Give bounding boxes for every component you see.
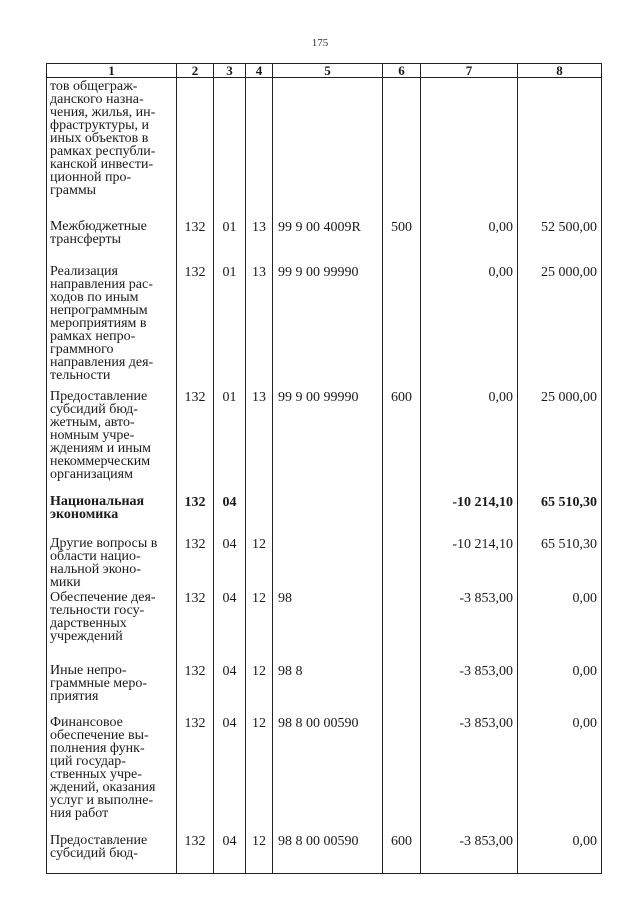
expense-type: 500 (383, 218, 421, 263)
section-code: 04 (214, 714, 246, 832)
table-row (47, 388, 602, 493)
section-code: 01 (214, 263, 246, 388)
amount-change: 0,00 (421, 388, 518, 493)
table-body (47, 78, 602, 874)
page-number: 175 (311, 37, 329, 49)
section-code: 04 (214, 589, 246, 662)
expense-type (383, 714, 421, 832)
subsection-code: 12 (246, 662, 273, 714)
admin-code: 132 (177, 218, 214, 263)
section-code (214, 78, 246, 218)
subsection-code (246, 78, 273, 218)
section-code: 04 (214, 832, 246, 874)
table-row (47, 78, 602, 218)
subsection-code: 12 (246, 832, 273, 874)
amount-change: -3 853,00 (421, 832, 518, 874)
target-article: 98 (273, 589, 383, 662)
column-header-8: 8 (518, 64, 602, 78)
amount-change: 0,00 (421, 263, 518, 388)
section-code: 04 (214, 535, 246, 589)
row-description: Обеспечение дея- тельности госу- дарственных учреждений (47, 589, 177, 662)
admin-code (177, 78, 214, 218)
row-description: Предоставление субсидий бюд- жетным, авто- номным учре- ждениям и иным некоммерческим организациям (47, 388, 177, 493)
section-code: 04 (214, 662, 246, 714)
target-article: 99 9 00 99990 (273, 388, 383, 493)
subsection-code: 13 (246, 263, 273, 388)
header-row (47, 64, 602, 78)
column-header-4: 4 (246, 64, 273, 78)
table-row (47, 714, 602, 832)
row-description: Межбюджетные трансферты (47, 218, 177, 263)
table-row (47, 662, 602, 714)
target-article (273, 535, 383, 589)
column-header-1: 1 (47, 64, 177, 78)
row-description: Другие вопросы в области нацио- нальной эконо- мики (47, 535, 177, 589)
admin-code: 132 (177, 662, 214, 714)
column-header-5: 5 (273, 64, 383, 78)
amount-change: -3 853,00 (421, 589, 518, 662)
amount-change (421, 78, 518, 218)
amount-change: -10 214,10 (421, 493, 518, 535)
column-header-7: 7 (421, 64, 518, 78)
table-row (47, 589, 602, 662)
amount-change: -3 853,00 (421, 714, 518, 832)
expense-type (383, 589, 421, 662)
subsection-code: 12 (246, 535, 273, 589)
subsection-code: 13 (246, 388, 273, 493)
table-row (47, 263, 602, 388)
row-description: тов общеграж- данского назна- чения, жилья, ин- фраструктуры, и иных объектов в рамках республи- канской инвести- ционной про- граммы (47, 78, 177, 218)
expense-type (383, 263, 421, 388)
amount-total (518, 78, 602, 218)
table-row (47, 218, 602, 263)
row-description: Национальная экономика (47, 493, 177, 535)
row-description: Реализация направления рас- ходов по иным непрограммным мероприятиям в рамках непро- граммного направления дея- тельности (47, 263, 177, 388)
target-article: 99 9 00 4009R (273, 218, 383, 263)
subsection-code: 13 (246, 218, 273, 263)
section-code: 04 (214, 493, 246, 535)
target-article: 98 8 (273, 662, 383, 714)
expense-type (383, 78, 421, 218)
amount-total: 0,00 (518, 714, 602, 832)
row-description: Иные непро- граммные меро- приятия (47, 662, 177, 714)
column-header-2: 2 (177, 64, 214, 78)
admin-code: 132 (177, 832, 214, 874)
amount-total: 65 510,30 (518, 493, 602, 535)
amount-change: -10 214,10 (421, 535, 518, 589)
table-row (47, 493, 602, 535)
column-header-3: 3 (214, 64, 246, 78)
table-row (47, 535, 602, 589)
amount-total: 25 000,00 (518, 388, 602, 493)
expense-type (383, 662, 421, 714)
target-article: 98 8 00 00590 (273, 714, 383, 832)
admin-code: 132 (177, 535, 214, 589)
target-article: 98 8 00 00590 (273, 832, 383, 874)
amount-change: 0,00 (421, 218, 518, 263)
table-row (47, 832, 602, 874)
amount-change: -3 853,00 (421, 662, 518, 714)
expense-type: 600 (383, 832, 421, 874)
amount-total: 0,00 (518, 832, 602, 874)
row-description: Финансовое обеспечение вы- полнения функ- ций государ- ственных учре- ждений, оказания услуг и выполне- ния работ (47, 714, 177, 832)
admin-code: 132 (177, 263, 214, 388)
target-article (273, 78, 383, 218)
section-code: 01 (214, 388, 246, 493)
admin-code: 132 (177, 388, 214, 493)
subsection-code (246, 493, 273, 535)
amount-total: 0,00 (518, 589, 602, 662)
expense-type: 600 (383, 388, 421, 493)
amount-total: 52 500,00 (518, 218, 602, 263)
section-code: 01 (214, 218, 246, 263)
budget-table (46, 63, 602, 874)
subsection-code: 12 (246, 589, 273, 662)
admin-code: 132 (177, 714, 214, 832)
amount-total: 65 510,30 (518, 535, 602, 589)
target-article (273, 493, 383, 535)
row-description: Предоставление субсидий бюд- (47, 832, 177, 874)
expense-type (383, 493, 421, 535)
admin-code: 132 (177, 589, 214, 662)
target-article: 99 9 00 99990 (273, 263, 383, 388)
subsection-code: 12 (246, 714, 273, 832)
column-header-6: 6 (383, 64, 421, 78)
expense-type (383, 535, 421, 589)
amount-total: 0,00 (518, 662, 602, 714)
amount-total: 25 000,00 (518, 263, 602, 388)
admin-code: 132 (177, 493, 214, 535)
